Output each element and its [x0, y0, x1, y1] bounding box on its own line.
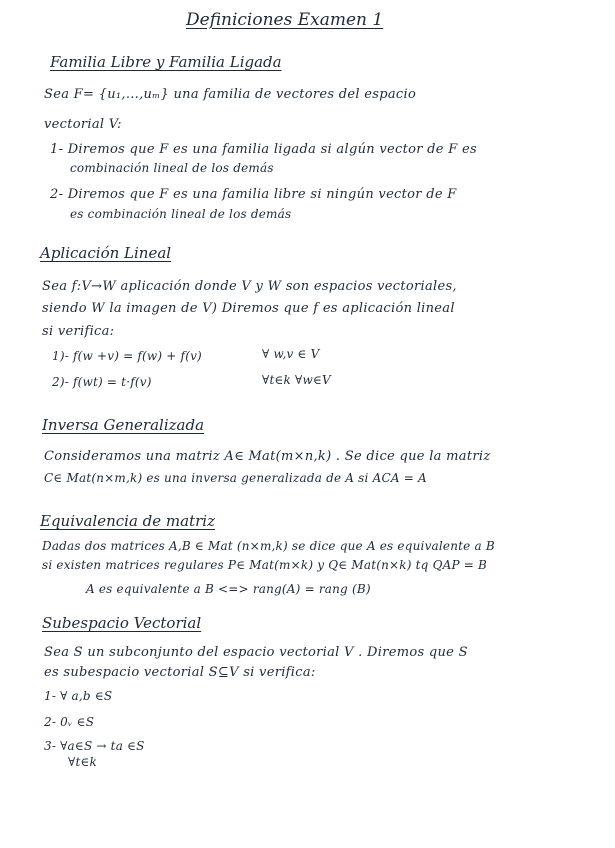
- equivalencia-line1: Dadas dos matrices A,B ∈ Mat (n×m,k) se dice que A es equivalente a B: [42, 539, 495, 553]
- inversa-line1: Consideramos una matriz A∈ Mat(m×n,k) . Se dice que la matriz: [44, 449, 491, 464]
- section-heading-familia: Familia Libre y Familia Ligada: [50, 53, 282, 71]
- aplicacion-condition2-quantifier: ∀t∈k ∀w∈V: [262, 373, 331, 387]
- section-heading-aplicacion: Aplicación Lineal: [40, 244, 172, 262]
- page-title: Definiciones Examen 1: [186, 10, 384, 30]
- subespacio-item2: 2- 0ᵥ ∈S: [44, 715, 95, 729]
- aplicacion-condition2: 2)- f(wt) = t·f(v): [52, 375, 152, 389]
- subespacio-line2: es subespacio vectorial S⊆V si verifica:: [44, 665, 316, 680]
- subespacio-item3-quantifier: ∀t∈k: [68, 755, 98, 769]
- subespacio-item1: 1- ∀ a,b ∈S: [44, 689, 113, 703]
- equivalencia-line2: si existen matrices regulares P∈ Mat(m×k) y Q∈ Mat(n×k) tq QAP = B: [42, 558, 488, 572]
- aplicacion-line2: siendo W la imagen de V) Diremos que f es aplicación lineal: [42, 301, 455, 316]
- aplicacion-condition1-quantifier: ∀ w,v ∈ V: [262, 347, 320, 361]
- inversa-line2: C∈ Mat(n×m,k) es una inversa generalizada de A si ACA = A: [44, 471, 427, 485]
- familia-point2-line1: 2- Diremos que F es una familia libre si ningún vector de F: [50, 187, 457, 202]
- familia-intro-line2: vectorial V:: [44, 117, 122, 132]
- aplicacion-line3: si verifica:: [42, 324, 115, 339]
- equivalencia-line3: A es equivalente a B <=> rang(A) = rang (B): [86, 582, 371, 596]
- section-heading-equivalencia: Equivalencia de matriz: [40, 512, 215, 530]
- familia-point2-line2: es combinación lineal de los demás: [70, 207, 292, 221]
- aplicacion-line1: Sea f:V→W aplicación donde V y W son espacios vectoriales,: [42, 279, 457, 294]
- aplicacion-condition1: 1)- f(w +v) = f(w) + f(v): [52, 349, 202, 363]
- subespacio-line1: Sea S un subconjunto del espacio vectorial V . Diremos que S: [44, 645, 468, 660]
- familia-point1-line2: combinación lineal de los demás: [70, 161, 274, 175]
- section-heading-inversa: Inversa Generalizada: [42, 416, 205, 434]
- familia-point1-line1: 1- Diremos que F es una familia ligada si algún vector de F es: [50, 142, 477, 157]
- section-heading-subespacio: Subespacio Vectorial: [42, 614, 202, 632]
- familia-intro-line1: Sea F= {u₁,...,uₘ} una familia de vectores del espacio: [44, 87, 417, 102]
- subespacio-item3: 3- ∀a∈S → ta ∈S: [44, 739, 145, 753]
